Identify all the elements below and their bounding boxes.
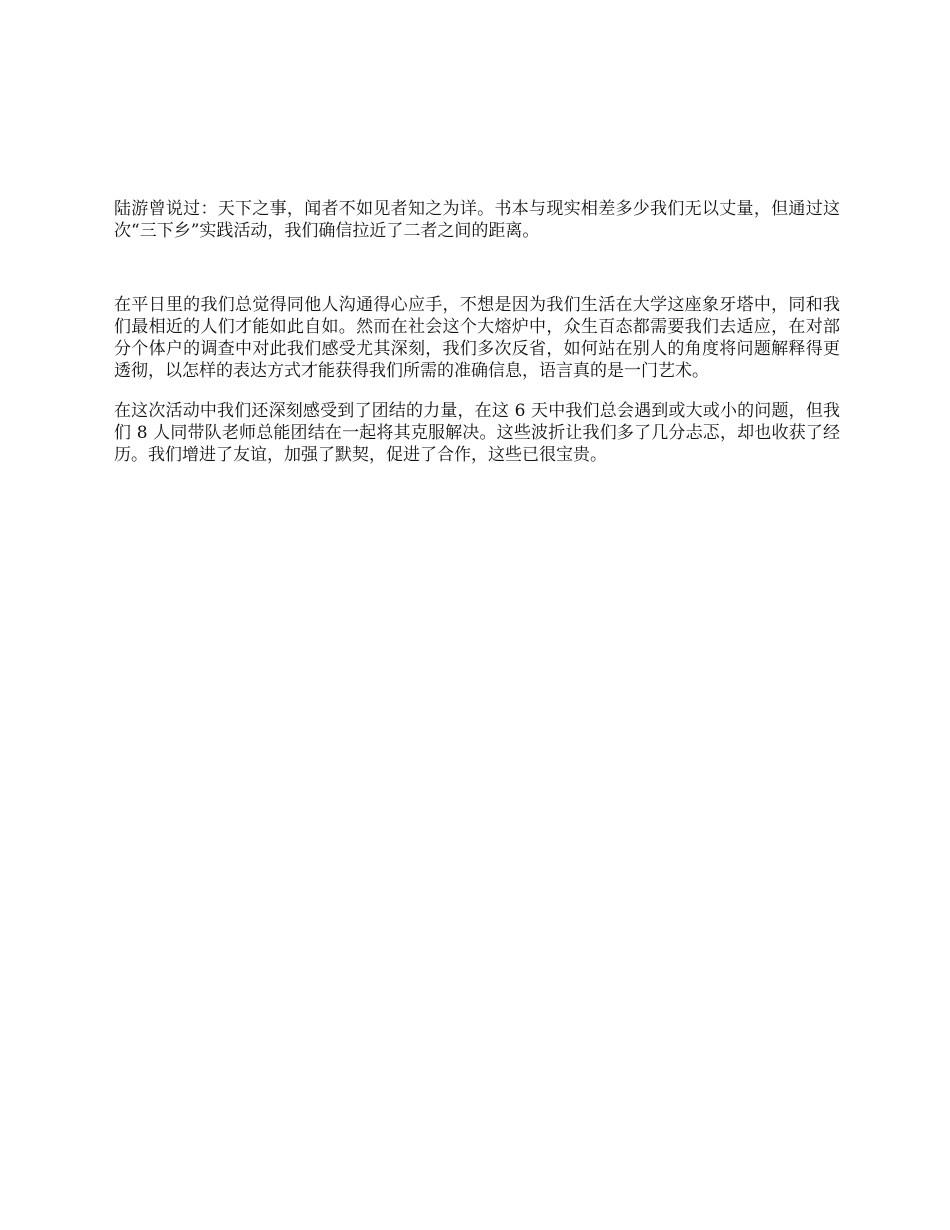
document-body [114,198,840,466]
paragraph-3: 在这次活动中我们还深刻感受到了团结的力量，在这 6 天中我们总会遇到或大或小的问题，但我们 8 人同带队老师总能团结在一起将其克服解决。这些波折让我们多了几分忐忑，却也收获了经历。我们增进了友谊，加强了默契，促进了合作，这些已很宝贵。 [114,401,840,465]
paragraph-2: 在平日里的我们总觉得同他人沟通得心应手，不想是因为我们生活在大学这座象牙塔中，同和我们最相近的人们才能如此自如。然而在社会这个大熔炉中，众生百态都需要我们去适应，在对部分个体户的调查中对此我们感受尤其深刻，我们多次反省，如何站在别人的角度将问题解释得更透彻，以怎样的表达方式才能获得我们所需的准确信息，语言真的是一门艺术。 [114,295,840,381]
paragraph-1: 陆游曾说过：天下之事，闻者不如见者知之为详。书本与现实相差多少我们无以丈量，但通过这次“三下乡”实践活动，我们确信拉近了二者之间的距离。 [114,199,840,241]
